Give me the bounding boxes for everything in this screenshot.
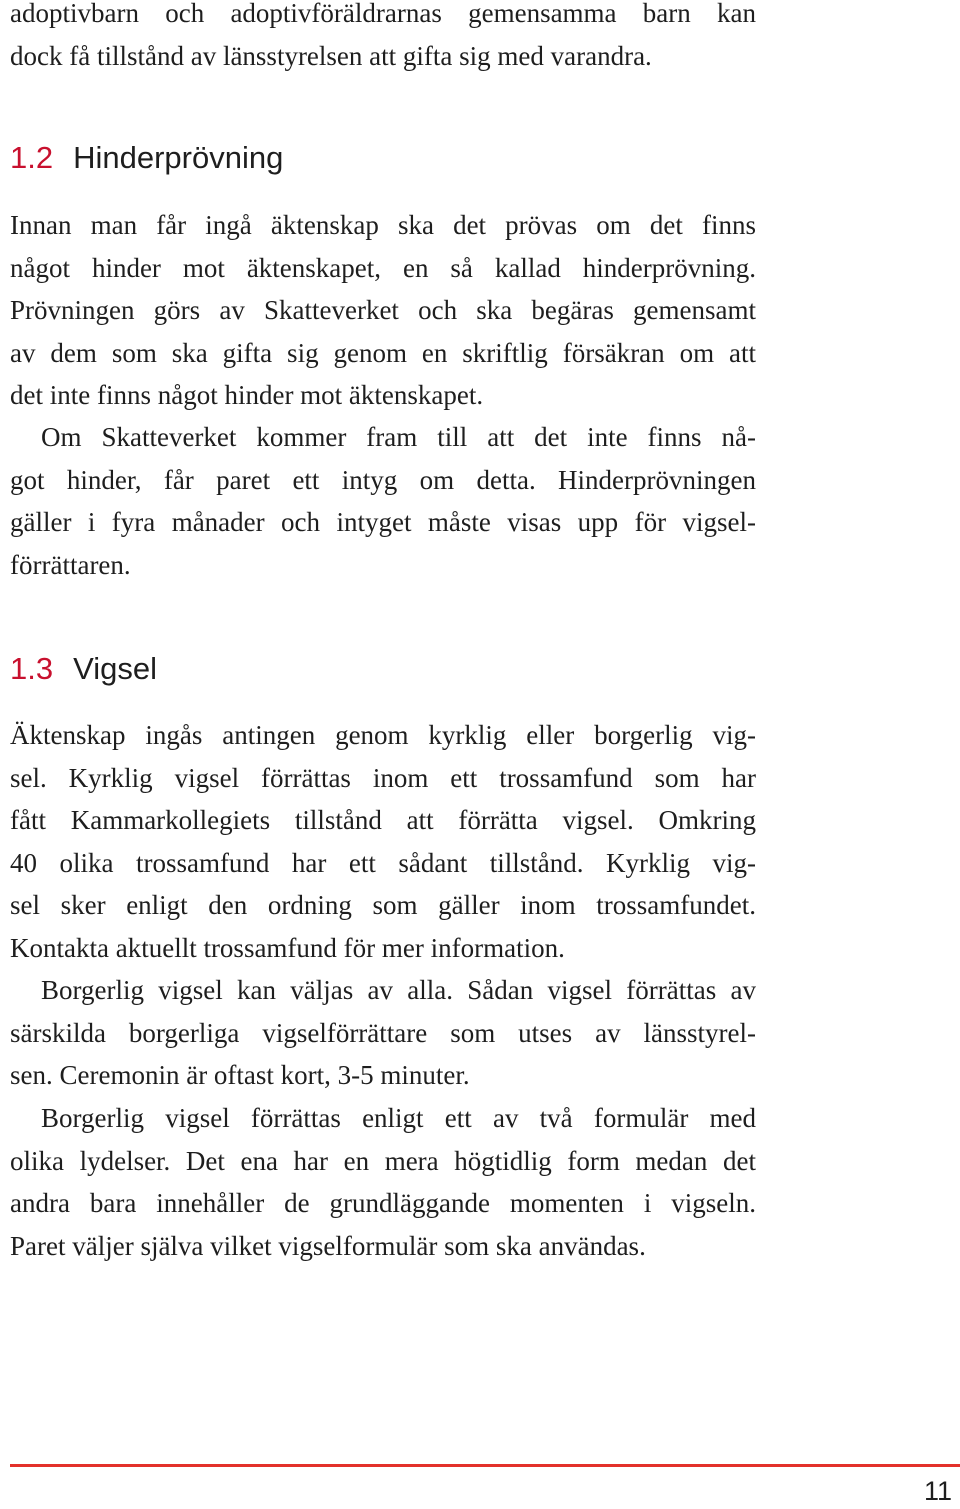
section-title: Hinderprövning — [73, 140, 284, 175]
text-line: Paret väljer själva vilket vigselformulär som ska användas. — [10, 1230, 646, 1261]
intro-paragraph — [10, 0, 756, 77]
text-line: got hinder, får paret ett intyg om detta. Hinderprövningen — [10, 464, 756, 495]
text-line: Prövningen görs av Skatteverket och ska begäras gemensamt — [10, 295, 756, 325]
text-line: Kontakta aktuellt trossamfund för mer information. — [10, 932, 565, 963]
text-line: Borgerlig vigsel kan väljas av alla. Sådan vigsel förrättas av — [41, 975, 756, 1005]
text-line: det inte finns något hinder mot äktenskapet. — [10, 380, 484, 410]
text-line: förrättaren. — [10, 549, 131, 580]
text-line: Äktenskap ingås antingen genom kyrklig eller borgerlig vig- — [10, 720, 756, 750]
text-line: sel. Kyrklig vigsel förrättas inom ett trossamfund som har — [10, 762, 756, 793]
section-number: 1.2 — [10, 140, 54, 175]
section-heading-1-2 — [10, 138, 283, 178]
section-heading-1-3 — [10, 649, 157, 689]
text-line: Innan man får ingå äktenskap ska det prövas om det finns — [10, 210, 756, 240]
text-line: Om Skatteverket kommer fram till att det inte finns nå- — [41, 422, 756, 452]
section-1-3-paragraph-3 — [10, 1097, 756, 1267]
text-line: olika lydelser. Det ena har en mera högtidlig form medan det — [10, 1145, 756, 1176]
text-line: andra bara innehåller de grundläggande momenten i vigseln. — [10, 1188, 756, 1218]
text-line: sel sker enligt den ordning som gäller inom trossamfundet. — [10, 890, 756, 920]
text-line: gäller i fyra månader och intyget måste visas upp för vigsel- — [10, 507, 756, 537]
section-1-2-paragraph-1 — [10, 204, 756, 417]
text-line: 40 olika trossamfund har ett sådant tillstånd. Kyrklig vig- — [10, 847, 756, 878]
section-1-2-paragraph-2 — [10, 416, 756, 586]
text-line: Borgerlig vigsel förrättas enligt ett av två formulär med — [41, 1103, 756, 1133]
text-line: sen. Ceremonin är oftast kort, 3-5 minuter. — [10, 1060, 470, 1090]
section-1-3-paragraph-2 — [10, 969, 756, 1097]
text-line: av dem som ska gifta sig genom en skriftlig försäkran om att — [10, 337, 756, 368]
section-title: Vigsel — [73, 651, 157, 686]
page-number: 11 — [923, 1476, 952, 1506]
section-number: 1.3 — [10, 651, 54, 686]
section-1-3-paragraph-1 — [10, 714, 756, 969]
text-line: särskilda borgerliga vigselförrättare som utses av länsstyrel- — [10, 1017, 756, 1048]
footer-rule — [10, 1464, 960, 1467]
text-line: något hinder mot äktenskapet, en så kallad hinderprövning. — [10, 252, 756, 283]
text-line: adoptivbarn och adoptivföräldrarnas gemensamma barn kan — [10, 0, 756, 28]
text-line: fått Kammarkollegiets tillstånd att förrätta vigsel. Omkring — [10, 805, 756, 835]
text-line: dock få tillstånd av länsstyrelsen att gifta sig med varandra. — [10, 40, 652, 71]
